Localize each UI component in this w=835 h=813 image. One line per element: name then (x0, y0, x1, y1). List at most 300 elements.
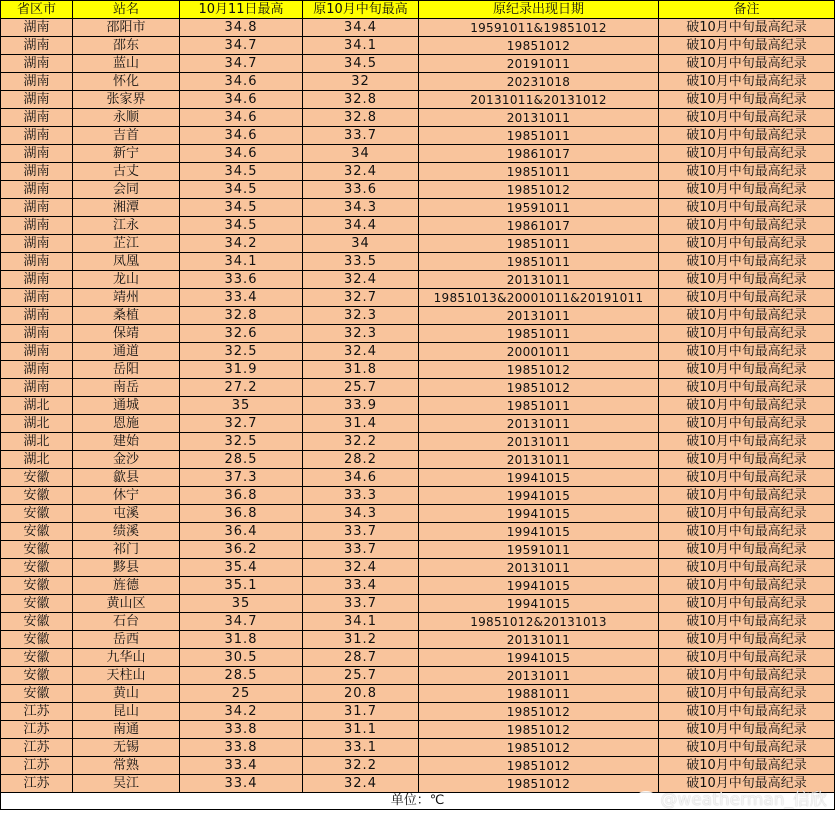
table-row (1, 757, 835, 775)
cell-note: 破10月中旬最高纪录 (659, 199, 835, 217)
cell-prev-max: 28.2 (303, 451, 419, 469)
cell-prev-max: 34.1 (303, 37, 419, 55)
cell-note: 破10月中旬最高纪录 (659, 397, 835, 415)
cell-oct11-max: 34.5 (180, 217, 303, 235)
cell-record-date: 19851012 (419, 181, 659, 199)
cell-province: 安徽 (1, 649, 73, 667)
cell-oct11-max: 36.8 (180, 505, 303, 523)
cell-station: 凤凰 (73, 253, 180, 271)
cell-note: 破10月中旬最高纪录 (659, 73, 835, 91)
cell-note: 破10月中旬最高纪录 (659, 433, 835, 451)
cell-province: 安徽 (1, 613, 73, 631)
cell-station: 邵阳市 (73, 19, 180, 37)
cell-note: 破10月中旬最高纪录 (659, 37, 835, 55)
cell-station: 芷江 (73, 235, 180, 253)
cell-prev-max: 32.4 (303, 271, 419, 289)
cell-station: 南岳 (73, 379, 180, 397)
cell-record-date: 19881011 (419, 685, 659, 703)
cell-prev-max: 32.2 (303, 757, 419, 775)
table-row (1, 163, 835, 181)
cell-oct11-max: 36.8 (180, 487, 303, 505)
cell-record-date: 19851011 (419, 325, 659, 343)
cell-record-date: 19851012 (419, 379, 659, 397)
cell-province: 湖南 (1, 253, 73, 271)
table-row (1, 469, 835, 487)
cell-province: 湖南 (1, 181, 73, 199)
header-record-date: 原纪录出现日期 (419, 1, 659, 19)
cell-note: 破10月中旬最高纪录 (659, 271, 835, 289)
cell-record-date: 19851011 (419, 127, 659, 145)
cell-record-date: 19851012 (419, 361, 659, 379)
cell-station: 建始 (73, 433, 180, 451)
cell-station: 旌德 (73, 577, 180, 595)
cell-prev-max: 32 (303, 73, 419, 91)
cell-station: 通道 (73, 343, 180, 361)
cell-province: 湖南 (1, 109, 73, 127)
cell-oct11-max: 32.6 (180, 325, 303, 343)
cell-oct11-max: 35.4 (180, 559, 303, 577)
cell-prev-max: 32.8 (303, 109, 419, 127)
table-row (1, 307, 835, 325)
cell-station: 江永 (73, 217, 180, 235)
cell-prev-max: 34.6 (303, 469, 419, 487)
table-row (1, 235, 835, 253)
table-row (1, 559, 835, 577)
cell-note: 破10月中旬最高纪录 (659, 613, 835, 631)
cell-note: 破10月中旬最高纪录 (659, 649, 835, 667)
cell-province: 湖南 (1, 91, 73, 109)
cell-oct11-max: 34.2 (180, 235, 303, 253)
header-station: 站名 (73, 1, 180, 19)
cell-record-date: 19851013&20001011&20191011 (419, 289, 659, 307)
cell-note: 破10月中旬最高纪录 (659, 523, 835, 541)
table-row (1, 271, 835, 289)
cell-oct11-max: 36.4 (180, 523, 303, 541)
cell-province: 安徽 (1, 487, 73, 505)
cell-oct11-max: 34.7 (180, 613, 303, 631)
table-row (1, 685, 835, 703)
cell-oct11-max: 37.3 (180, 469, 303, 487)
cell-station: 通城 (73, 397, 180, 415)
cell-province: 安徽 (1, 667, 73, 685)
cell-note: 破10月中旬最高纪录 (659, 757, 835, 775)
cell-note: 破10月中旬最高纪录 (659, 235, 835, 253)
cell-record-date: 20131011 (419, 667, 659, 685)
header-oct11-max: 10月11日最高 (180, 1, 303, 19)
cell-prev-max: 34 (303, 145, 419, 163)
cell-note: 破10月中旬最高纪录 (659, 109, 835, 127)
cell-note: 破10月中旬最高纪录 (659, 379, 835, 397)
cell-record-date: 19591011&19851012 (419, 19, 659, 37)
cell-province: 湖南 (1, 55, 73, 73)
cell-oct11-max: 31.8 (180, 631, 303, 649)
cell-oct11-max: 33.4 (180, 775, 303, 793)
cell-note: 破10月中旬最高纪录 (659, 685, 835, 703)
cell-station: 昆山 (73, 703, 180, 721)
cell-record-date: 19851011 (419, 163, 659, 181)
cell-station: 龙山 (73, 271, 180, 289)
cell-prev-max: 33.1 (303, 739, 419, 757)
table-row (1, 181, 835, 199)
cell-record-date: 20131011&20131012 (419, 91, 659, 109)
cell-note: 破10月中旬最高纪录 (659, 253, 835, 271)
cell-oct11-max: 34.6 (180, 91, 303, 109)
watermark-text: @weatherman_信欣 (660, 790, 827, 810)
cell-station: 保靖 (73, 325, 180, 343)
cell-record-date: 19851012 (419, 775, 659, 793)
table-row (1, 73, 835, 91)
table-row (1, 523, 835, 541)
table-row (1, 721, 835, 739)
cell-province: 安徽 (1, 505, 73, 523)
cell-station: 岳阳 (73, 361, 180, 379)
table-row (1, 379, 835, 397)
cell-note: 破10月中旬最高纪录 (659, 55, 835, 73)
cell-prev-max: 34.1 (303, 613, 419, 631)
cell-note: 破10月中旬最高纪录 (659, 19, 835, 37)
cell-record-date: 20231018 (419, 73, 659, 91)
cell-oct11-max: 34.6 (180, 145, 303, 163)
cell-oct11-max: 34.8 (180, 19, 303, 37)
cell-station: 金沙 (73, 451, 180, 469)
cell-prev-max: 34.4 (303, 217, 419, 235)
cell-station: 岳西 (73, 631, 180, 649)
cell-prev-max: 32.2 (303, 433, 419, 451)
cell-province: 湖南 (1, 145, 73, 163)
cell-oct11-max: 31.9 (180, 361, 303, 379)
cell-province: 湖南 (1, 361, 73, 379)
table-row (1, 361, 835, 379)
cell-station: 天柱山 (73, 667, 180, 685)
cell-station: 歙县 (73, 469, 180, 487)
unit-note: 单位：℃ (1, 793, 835, 810)
cell-prev-max: 33.7 (303, 541, 419, 559)
cell-province: 安徽 (1, 541, 73, 559)
cell-oct11-max: 27.2 (180, 379, 303, 397)
cell-province: 安徽 (1, 469, 73, 487)
table-body (1, 19, 835, 793)
cell-province: 安徽 (1, 595, 73, 613)
cell-oct11-max: 30.5 (180, 649, 303, 667)
cell-province: 湖南 (1, 127, 73, 145)
cell-station: 吴江 (73, 775, 180, 793)
cell-prev-max: 25.7 (303, 379, 419, 397)
cell-record-date: 20131011 (419, 631, 659, 649)
cell-record-date: 19861017 (419, 217, 659, 235)
cell-prev-max: 32.4 (303, 343, 419, 361)
cell-oct11-max: 34.1 (180, 253, 303, 271)
cell-province: 江苏 (1, 775, 73, 793)
cell-station: 新宁 (73, 145, 180, 163)
cell-oct11-max: 34.5 (180, 181, 303, 199)
table-row (1, 199, 835, 217)
cell-note: 破10月中旬最高纪录 (659, 469, 835, 487)
cell-note: 破10月中旬最高纪录 (659, 577, 835, 595)
cell-note: 破10月中旬最高纪录 (659, 145, 835, 163)
cell-record-date: 19851011 (419, 235, 659, 253)
cell-province: 湖南 (1, 217, 73, 235)
cell-station: 张家界 (73, 91, 180, 109)
cell-prev-max: 32.4 (303, 559, 419, 577)
cell-prev-max: 31.4 (303, 415, 419, 433)
cell-province: 江苏 (1, 721, 73, 739)
cell-oct11-max: 33.8 (180, 721, 303, 739)
cell-note: 破10月中旬最高纪录 (659, 325, 835, 343)
cell-station: 绩溪 (73, 523, 180, 541)
cell-province: 湖北 (1, 451, 73, 469)
cell-province: 安徽 (1, 631, 73, 649)
cell-note: 破10月中旬最高纪录 (659, 667, 835, 685)
cell-oct11-max: 34.6 (180, 127, 303, 145)
table-row (1, 91, 835, 109)
cell-station: 恩施 (73, 415, 180, 433)
cell-oct11-max: 35.1 (180, 577, 303, 595)
cell-oct11-max: 34.7 (180, 37, 303, 55)
cell-prev-max: 31.7 (303, 703, 419, 721)
cell-province: 湖南 (1, 199, 73, 217)
cell-note: 破10月中旬最高纪录 (659, 721, 835, 739)
cell-note: 破10月中旬最高纪录 (659, 217, 835, 235)
cell-record-date: 20131011 (419, 307, 659, 325)
cell-province: 湖北 (1, 433, 73, 451)
cell-oct11-max: 33.4 (180, 757, 303, 775)
cell-oct11-max: 35 (180, 397, 303, 415)
cell-prev-max: 32.4 (303, 775, 419, 793)
table-row (1, 325, 835, 343)
cell-station: 常熟 (73, 757, 180, 775)
cell-oct11-max: 34.6 (180, 109, 303, 127)
cell-record-date: 19941015 (419, 469, 659, 487)
table-row (1, 19, 835, 37)
cell-note: 破10月中旬最高纪录 (659, 415, 835, 433)
cell-oct11-max: 28.5 (180, 667, 303, 685)
cell-prev-max: 33.7 (303, 127, 419, 145)
cell-province: 江苏 (1, 757, 73, 775)
cell-record-date: 19941015 (419, 649, 659, 667)
cell-record-date: 19941015 (419, 487, 659, 505)
table-row (1, 433, 835, 451)
cell-prev-max: 31.1 (303, 721, 419, 739)
cell-record-date: 20131011 (419, 433, 659, 451)
watermark (635, 785, 827, 810)
cell-oct11-max: 33.4 (180, 289, 303, 307)
cell-province: 湖南 (1, 289, 73, 307)
cell-prev-max: 32.8 (303, 91, 419, 109)
cell-province: 安徽 (1, 559, 73, 577)
cell-note: 破10月中旬最高纪录 (659, 559, 835, 577)
cell-prev-max: 34 (303, 235, 419, 253)
cell-record-date: 20191011 (419, 55, 659, 73)
cell-province: 湖南 (1, 37, 73, 55)
cell-province: 湖南 (1, 73, 73, 91)
table-row (1, 145, 835, 163)
cell-station: 黄山区 (73, 595, 180, 613)
cell-prev-max: 25.7 (303, 667, 419, 685)
cell-note: 破10月中旬最高纪录 (659, 631, 835, 649)
table-row (1, 37, 835, 55)
cell-record-date: 19851012 (419, 739, 659, 757)
cell-prev-max: 34.3 (303, 505, 419, 523)
cell-province: 安徽 (1, 577, 73, 595)
cell-record-date: 20001011 (419, 343, 659, 361)
table-row (1, 667, 835, 685)
table-row (1, 55, 835, 73)
cell-note: 破10月中旬最高纪录 (659, 739, 835, 757)
cell-station: 石台 (73, 613, 180, 631)
cell-record-date: 19941015 (419, 505, 659, 523)
cell-prev-max: 33.9 (303, 397, 419, 415)
table-row (1, 289, 835, 307)
cell-oct11-max: 34.7 (180, 55, 303, 73)
cell-province: 湖南 (1, 307, 73, 325)
cell-record-date: 19851011 (419, 253, 659, 271)
cell-province: 湖南 (1, 19, 73, 37)
cell-record-date: 20131011 (419, 415, 659, 433)
table-row (1, 703, 835, 721)
table-row (1, 487, 835, 505)
cell-oct11-max: 33.6 (180, 271, 303, 289)
table-row (1, 451, 835, 469)
cell-prev-max: 31.2 (303, 631, 419, 649)
cell-oct11-max: 34.2 (180, 703, 303, 721)
cell-prev-max: 34.3 (303, 199, 419, 217)
cell-record-date: 19851011 (419, 397, 659, 415)
header-province: 省区市 (1, 1, 73, 19)
cell-record-date: 20131011 (419, 451, 659, 469)
table-row (1, 649, 835, 667)
cell-note: 破10月中旬最高纪录 (659, 361, 835, 379)
cell-prev-max: 33.4 (303, 577, 419, 595)
cell-station: 屯溪 (73, 505, 180, 523)
cell-prev-max: 32.3 (303, 307, 419, 325)
cell-province: 湖南 (1, 343, 73, 361)
cell-province: 湖北 (1, 397, 73, 415)
cell-oct11-max: 36.2 (180, 541, 303, 559)
cell-station: 蓝山 (73, 55, 180, 73)
cell-station: 休宁 (73, 487, 180, 505)
cell-oct11-max: 34.6 (180, 73, 303, 91)
cell-prev-max: 28.7 (303, 649, 419, 667)
cell-record-date: 19591011 (419, 199, 659, 217)
cell-station: 桑植 (73, 307, 180, 325)
cell-note: 破10月中旬最高纪录 (659, 595, 835, 613)
cell-record-date: 19851012 (419, 703, 659, 721)
cell-province: 湖南 (1, 235, 73, 253)
cell-prev-max: 32.4 (303, 163, 419, 181)
cell-station: 邵东 (73, 37, 180, 55)
cell-station: 黄山 (73, 685, 180, 703)
cell-province: 湖北 (1, 415, 73, 433)
table-row (1, 397, 835, 415)
cell-province: 湖南 (1, 163, 73, 181)
cell-prev-max: 33.7 (303, 523, 419, 541)
cell-station: 湘潭 (73, 199, 180, 217)
cell-station: 吉首 (73, 127, 180, 145)
cell-station: 南通 (73, 721, 180, 739)
cell-note: 破10月中旬最高纪录 (659, 703, 835, 721)
cell-record-date: 19851012 (419, 721, 659, 739)
cell-prev-max: 20.8 (303, 685, 419, 703)
cell-note: 破10月中旬最高纪录 (659, 775, 835, 793)
cell-record-date: 19591011 (419, 541, 659, 559)
cell-province: 湖南 (1, 271, 73, 289)
cell-oct11-max: 32.5 (180, 433, 303, 451)
table-row (1, 217, 835, 235)
cell-station: 无锡 (73, 739, 180, 757)
cell-prev-max: 33.3 (303, 487, 419, 505)
cell-province: 安徽 (1, 685, 73, 703)
table-row (1, 595, 835, 613)
cell-record-date: 19941015 (419, 577, 659, 595)
cell-record-date: 19851012 (419, 37, 659, 55)
cell-station: 古丈 (73, 163, 180, 181)
cell-note: 破10月中旬最高纪录 (659, 451, 835, 469)
cell-province: 江苏 (1, 703, 73, 721)
cell-record-date: 20131011 (419, 109, 659, 127)
cell-oct11-max: 35 (180, 595, 303, 613)
cell-note: 破10月中旬最高纪录 (659, 91, 835, 109)
cell-note: 破10月中旬最高纪录 (659, 289, 835, 307)
cell-prev-max: 33.6 (303, 181, 419, 199)
cell-record-date: 19941015 (419, 595, 659, 613)
table-row (1, 631, 835, 649)
table-row (1, 343, 835, 361)
cell-station: 九华山 (73, 649, 180, 667)
cell-record-date: 19861017 (419, 145, 659, 163)
cell-note: 破10月中旬最高纪录 (659, 307, 835, 325)
cell-province: 江苏 (1, 739, 73, 757)
cell-note: 破10月中旬最高纪录 (659, 181, 835, 199)
cell-oct11-max: 34.5 (180, 163, 303, 181)
table-row (1, 109, 835, 127)
cell-prev-max: 32.7 (303, 289, 419, 307)
cell-prev-max: 33.5 (303, 253, 419, 271)
cell-record-date: 19851012&20131013 (419, 613, 659, 631)
weibo-icon (635, 791, 657, 809)
cell-province: 安徽 (1, 523, 73, 541)
cell-note: 破10月中旬最高纪录 (659, 343, 835, 361)
cell-prev-max: 34.4 (303, 19, 419, 37)
cell-station: 怀化 (73, 73, 180, 91)
table-row (1, 415, 835, 433)
cell-prev-max: 32.3 (303, 325, 419, 343)
table-row (1, 577, 835, 595)
cell-record-date: 20131011 (419, 271, 659, 289)
cell-oct11-max: 33.8 (180, 739, 303, 757)
table-row (1, 253, 835, 271)
cell-prev-max: 31.8 (303, 361, 419, 379)
header-row (1, 1, 835, 19)
table-row (1, 127, 835, 145)
table-row (1, 739, 835, 757)
cell-province: 湖南 (1, 379, 73, 397)
table-row (1, 505, 835, 523)
header-note: 备注 (659, 1, 835, 19)
cell-station: 黟县 (73, 559, 180, 577)
cell-station: 会同 (73, 181, 180, 199)
table-row (1, 613, 835, 631)
cell-oct11-max: 25 (180, 685, 303, 703)
cell-oct11-max: 32.5 (180, 343, 303, 361)
cell-note: 破10月中旬最高纪录 (659, 487, 835, 505)
cell-prev-max: 34.5 (303, 55, 419, 73)
cell-note: 破10月中旬最高纪录 (659, 127, 835, 145)
cell-record-date: 19941015 (419, 523, 659, 541)
header-prev-mid-oct-max: 原10月中旬最高 (303, 1, 419, 19)
cell-station: 靖州 (73, 289, 180, 307)
cell-record-date: 19851012 (419, 757, 659, 775)
cell-oct11-max: 28.5 (180, 451, 303, 469)
